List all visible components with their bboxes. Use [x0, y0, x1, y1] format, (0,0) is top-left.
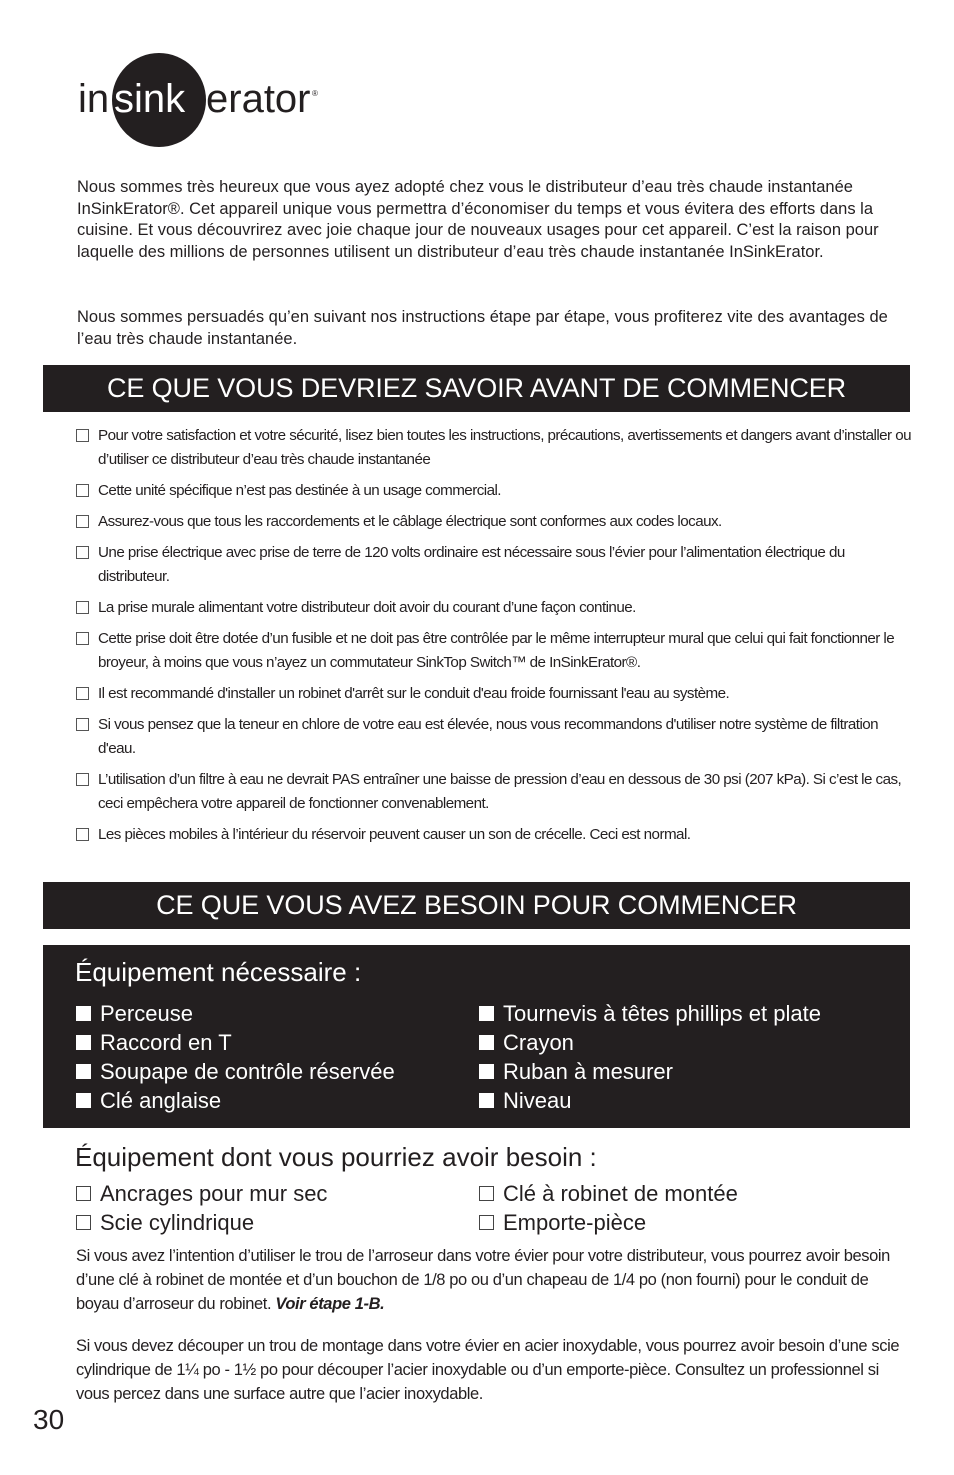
filled-square-icon — [479, 1006, 494, 1021]
empty-square-icon — [76, 1215, 91, 1230]
checkbox-icon — [76, 429, 89, 442]
list-item: Clé anglaise — [76, 1086, 395, 1115]
optional-equipment-panel — [43, 1130, 910, 1240]
checkbox-icon — [76, 687, 89, 700]
logo-registered-mark: ® — [312, 89, 318, 98]
section-header-what-you-need: CE QUE VOUS AVEZ BESOIN POUR COMMENCER — [43, 882, 910, 929]
checklist-item: Pour votre satisfaction et votre sécurité, lisez bien toutes les instructions, précautions, avertissements et dangers avant d’installer ou d’utiliser ce distributeur d’eau très chaude instantanée — [76, 424, 916, 472]
before-starting-checklist — [76, 424, 916, 854]
list-item: Ruban à mesurer — [479, 1057, 821, 1086]
intro-paragraph-1: Nous sommes très heureux que vous ayez adopté chez vous le distributeur d’eau très chaude instantanée InSinkErator®. Cet appareil unique vous permettra d’économiser du temps et vous évitera des efforts dans la cuisine. Et vous découvrirez avec joie chaque jour de nouveaux usages pour cet appareil. C’est la raison pour laquelle des millions de personnes utilisent un distributeur d’eau très chaude instantanée InSinkErator. — [77, 178, 879, 261]
checkbox-icon — [76, 828, 89, 841]
required-equipment-list-right — [479, 999, 821, 1115]
checklist-item: Une prise électrique avec prise de terre de 120 volts ordinaire est nécessaire sous l’évier pour l’alimentation électrique du distributeur. — [76, 541, 916, 589]
list-item: Tournevis à têtes phillips et plate — [479, 999, 821, 1028]
list-item: Perceuse — [76, 999, 395, 1028]
checkbox-icon — [76, 601, 89, 614]
section-header-before-starting: CE QUE VOUS DEVRIEZ SAVOIR AVANT DE COMMENCER — [43, 365, 910, 412]
step-reference: Voir étape 1-B. — [275, 1295, 385, 1313]
checkbox-icon — [76, 546, 89, 559]
optional-equipment-title: Équipement dont vous pourriez avoir besoin : — [75, 1142, 597, 1172]
intro-paragraph-2: Nous sommes persuadés qu’en suivant nos instructions étape par étape, vous profiterez vite des avantages de l’eau très chaude instantanée. — [77, 308, 888, 348]
mounting-hole-note: Si vous devez découper un trou de montage dans votre évier en acier inoxydable, vous pourrez avoir besoin d’une scie cylindrique de 1¼ po - 1½ po pour découper l’acier inoxydable ou d’un emporte-pièce. Consultez un professionnel si vous percez dans une surface autre que l’acier inoxydable. — [76, 1337, 900, 1403]
list-item: Raccord en T — [76, 1028, 395, 1057]
checklist-item: Les pièces mobiles à l’intérieur du réservoir peuvent causer un son de crécelle. Ceci est normal. — [76, 823, 916, 847]
filled-square-icon — [479, 1035, 494, 1050]
checklist-item: Cette unité spécifique n’est pas destinée à un usage commercial. — [76, 479, 916, 503]
page-number: 30 — [33, 1404, 65, 1435]
filled-square-icon — [76, 1093, 91, 1108]
checkbox-icon — [76, 632, 89, 645]
checklist-item: Assurez-vous que tous les raccordements et le câblage électrique sont conformes aux codes locaux. — [76, 510, 916, 534]
empty-square-icon — [76, 1186, 91, 1201]
checkbox-icon — [76, 718, 89, 731]
checkbox-icon — [76, 484, 89, 497]
filled-square-icon — [76, 1035, 91, 1050]
required-equipment-panel — [43, 945, 910, 1128]
required-equipment-list-left — [76, 999, 395, 1115]
list-item: Clé à robinet de montée — [479, 1179, 738, 1208]
faucet-hole-note: Si vous avez l’intention d’utiliser le trou de l’arroseur dans votre évier pour votre distributeur, vous pourrez avoir besoin d’une clé à robinet de montée et d’un bouchon de 1/8 po ou d’un chapeau de 1/4 po (non fourni) pour le conduit de boyau d’arroseur du robinet. Voir étape 1-B. — [76, 1247, 890, 1313]
checklist-item: Il est recommandé d'installer un robinet d'arrêt sur le conduit d'eau froide fournissant l'eau au système. — [76, 682, 916, 706]
list-item: Soupape de contrôle réservée — [76, 1057, 395, 1086]
checklist-item: L’utilisation d’un filtre à eau ne devrait PAS entraîner une baisse de pression d’eau en dessous de 30 psi (207 kPa). Si c’est le cas, ceci empêchera votre appareil de fonctionner convenablement. — [76, 768, 916, 816]
filled-square-icon — [479, 1064, 494, 1079]
checklist-item: Cette prise doit être dotée d’un fusible et ne doit pas être contrôlée par le même interrupteur mural que celui qui fait fonctionner le broyeur, à moins que vous n’ayez un commutateur SinkTop Switch™ de InSinkErator®. — [76, 627, 916, 675]
insinkerator-logo — [78, 50, 328, 150]
checkbox-icon — [76, 515, 89, 528]
filled-square-icon — [76, 1064, 91, 1079]
logo-text-sink: sink — [114, 77, 186, 121]
empty-square-icon — [479, 1215, 494, 1230]
optional-equipment-list-left — [76, 1179, 327, 1237]
filled-square-icon — [479, 1093, 494, 1108]
list-item: Niveau — [479, 1086, 821, 1115]
optional-equipment-list-right — [479, 1179, 738, 1237]
logo-text-erator: erator — [206, 77, 311, 121]
filled-square-icon — [76, 1006, 91, 1021]
checklist-item: Si vous pensez que la teneur en chlore de votre eau est élevée, nous vous recommandons d'utiliser notre système de filtration d'eau. — [76, 713, 916, 761]
list-item: Ancrages pour mur sec — [76, 1179, 327, 1208]
list-item: Scie cylindrique — [76, 1208, 327, 1237]
checkbox-icon — [76, 773, 89, 786]
checklist-item: La prise murale alimentant votre distributeur doit avoir du courant d’une façon continue. — [76, 596, 916, 620]
logo-text-in: in — [78, 77, 110, 121]
list-item: Emporte-pièce — [479, 1208, 738, 1237]
required-equipment-title: Équipement nécessaire : — [75, 957, 362, 987]
empty-square-icon — [479, 1186, 494, 1201]
list-item: Crayon — [479, 1028, 821, 1057]
